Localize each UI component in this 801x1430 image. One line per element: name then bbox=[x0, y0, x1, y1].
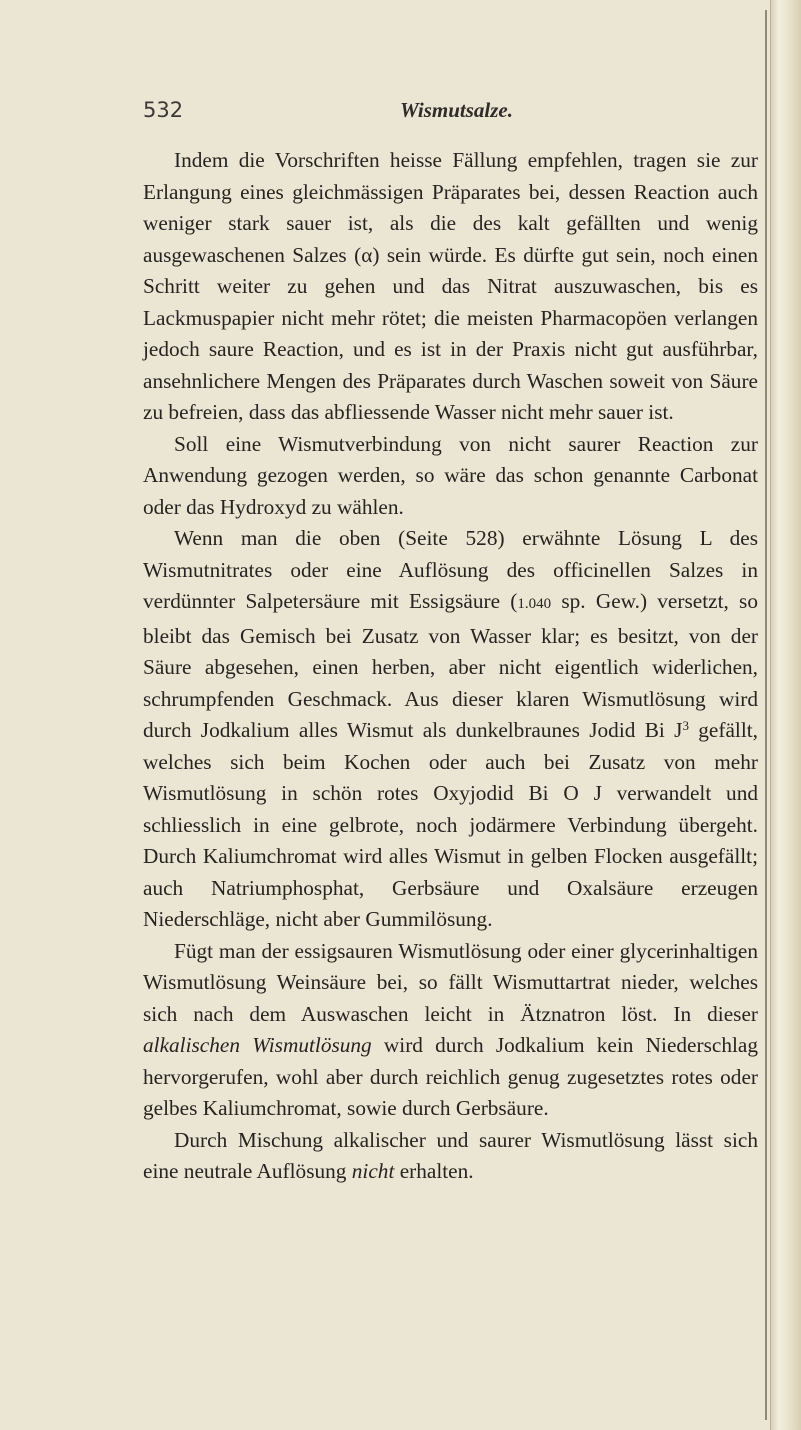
page-gutter bbox=[770, 0, 801, 1430]
emphasis-nicht: nicht bbox=[351, 1159, 395, 1183]
paragraph-acetic-part-2: sp. Gew.) versetzt, so bleibt das Gemisch bei Zusatz von Wasser klar; es besitzt, von der Säure abgesehen, einen herben, aber nicht eigentlich widerlichen, schrumpfenden Geschmack. Aus dieser klaren Wismutlösung wird durch Jodkalium alles Wismut als dunkelbraunes Jodid Bi J bbox=[143, 589, 758, 742]
paragraph-acetic-part-1: Wenn man die oben (Seite 528) erwähnte Lösung L des Wismutnitrates oder eine Auflösung des officinellen Salzes in verdünnter Salpetersäure mit Essigsäure ( bbox=[143, 526, 758, 613]
paragraph-tartaric-part-2: wird durch Jodkalium kein Niederschlag hervorgerufen, wohl aber durch reichlich genug zugesetztes rotes oder gelbes Kaliumchromat, sowie durch Gerbsäure. bbox=[143, 1033, 758, 1120]
paragraph-neutral-part-1: Durch Mischung alkalischer und saurer Wismutlösung lässt sich eine neutrale Auflösung bbox=[143, 1127, 758, 1183]
formula-subscript: 3 bbox=[682, 718, 689, 733]
paragraph-acetic-solution bbox=[143, 523, 758, 936]
running-title: Wismutsalze. bbox=[400, 98, 513, 122]
page-number: 532 bbox=[143, 98, 184, 122]
body-text bbox=[143, 145, 758, 1188]
specific-gravity-value: 1.040 bbox=[517, 596, 552, 612]
paragraph-tartaric-acid bbox=[143, 936, 758, 1125]
paragraph-acetic-part-3: gefällt, welches sich beim Kochen oder auch bei Zusatz von mehr Wismutlösung in schön rotes Oxyjodid Bi O J verwandelt und schliesslich in eine gelbrote, noch jodärmere Verbindung übergeht. Durch Kaliumchromat wird alles Wismut in gelben Flocken ausgefällt; auch Natriumphosphat, Gerbsäure und Oxalsäure erzeugen Niederschläge, nicht aber Gummilösung. bbox=[143, 718, 758, 931]
binding-shadow-line bbox=[765, 10, 767, 1420]
paragraph-tartaric-part-1: Fügt man der essigsauren Wismutlösung oder einer glycerinhaltigen Wismutlösung Weinsäure bei, so fällt Wismuttartrat nieder, welches sich nach dem Auswaschen leicht in Ätznatron löst. In dieser bbox=[143, 938, 758, 1026]
paragraph-non-acid-compound: Soll eine Wismutverbindung von nicht saurer Reaction zur Anwendung gezogen werden, so wäre das schon genannte Carbonat oder das Hydroxyd zu wählen. bbox=[143, 431, 758, 519]
emphasis-alkaline-solution: alkalischen Wismutlösung bbox=[143, 1033, 372, 1057]
paragraph-neutral-solution bbox=[143, 1125, 758, 1188]
page-header bbox=[143, 98, 763, 130]
paragraph-neutral-part-2: erhalten. bbox=[394, 1159, 474, 1183]
paragraph-hot-precipitation: Indem die Vorschriften heisse Fällung empfehlen, tragen sie zur Erlangung eines gleichmässigen Präparates bei, dessen Reaction auch weniger stark sauer ist, als die des kalt gefällten und wenig ausgewaschenen Salzes (α) sein würde. Es dürfte gut sein, noch einen Schritt weiter zu gehen und das Nitrat auszuwaschen, bis es Lackmuspapier nicht mehr rötet; die meisten Pharmacopöen verlangen jedoch saure Reaction, und es ist in der Praxis nicht gut ausführbar, ansehnlichere Mengen des Präparates durch Waschen soweit von Säure zu befreien, dass das abfliessende Wasser nicht mehr sauer ist. bbox=[143, 148, 758, 424]
